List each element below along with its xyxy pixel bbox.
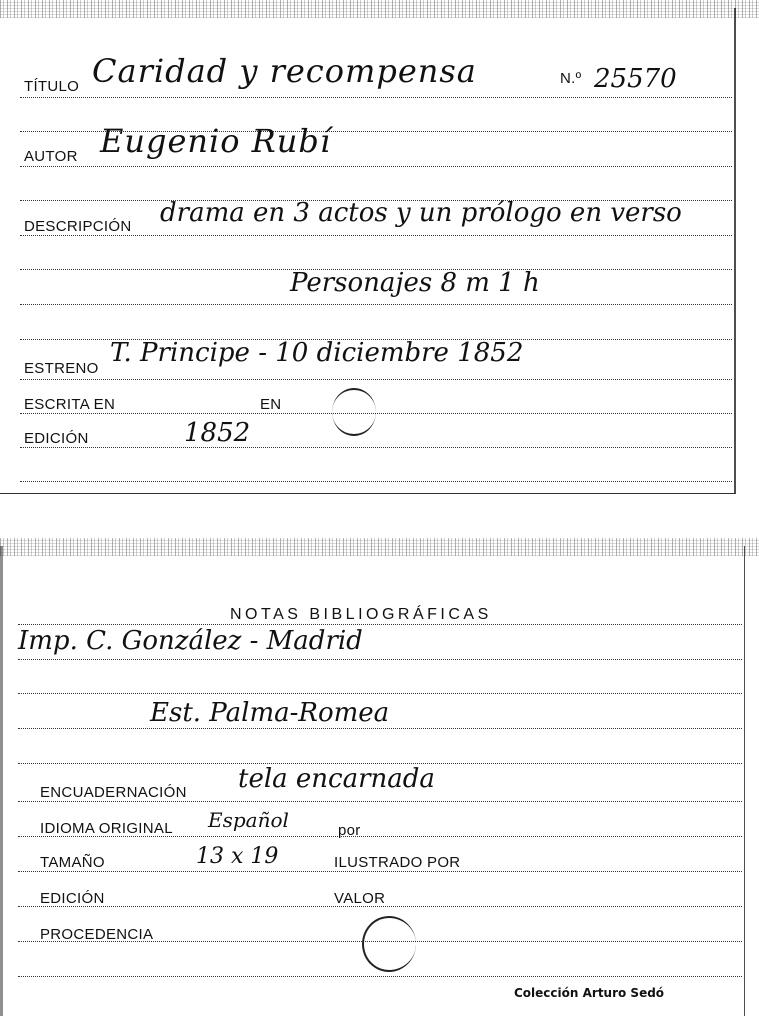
numero-value: 25570 <box>594 64 677 94</box>
nota-line-2: Est. Palma-Romea <box>150 698 390 728</box>
descripcion-value-2: Personajes 8 m 1 h <box>290 268 540 298</box>
escrita-en-label: ESCRITA EN <box>24 396 116 413</box>
scan-noise-top <box>0 538 759 556</box>
edicion-label: EDICIÓN <box>40 890 105 907</box>
rule-line <box>20 379 732 380</box>
catalog-card-front <box>0 0 759 495</box>
procedencia-label: PROCEDENCIA <box>40 926 154 943</box>
rule-line <box>20 166 732 167</box>
rule-line <box>18 624 742 625</box>
encuadernacion-label: ENCUADERNACIÓN <box>40 784 187 801</box>
titulo-value: Caridad y recompensa <box>92 52 477 90</box>
edicion-label: EDICIÓN <box>24 430 89 447</box>
valor-label: VALOR <box>334 890 386 907</box>
rule-line <box>18 728 742 729</box>
tamano-label: TAMAÑO <box>40 854 105 871</box>
rule-line <box>18 693 742 694</box>
catalog-card-back <box>0 538 759 1028</box>
rule-line <box>18 871 742 872</box>
por-label: por <box>338 822 361 839</box>
ink-stamp <box>362 916 416 972</box>
card-bottom-edge <box>0 493 736 494</box>
rule-line <box>18 976 742 977</box>
idioma-original-label: IDIOMA ORIGINAL <box>40 820 173 837</box>
coleccion-label: Colección Arturo Sedó <box>514 986 665 1000</box>
descripcion-value: drama en 3 actos y un prólogo en verso <box>160 198 682 228</box>
ilustrado-por-label: ILUSTRADO POR <box>334 854 461 871</box>
card-right-edge <box>734 8 736 494</box>
rule-line <box>20 413 732 414</box>
autor-label: AUTOR <box>24 148 78 165</box>
idioma-value: Español <box>208 808 289 832</box>
ink-stamp <box>332 388 376 436</box>
scan-noise-top <box>0 0 759 18</box>
rule-line <box>20 447 732 448</box>
numero-label: N.º <box>560 70 582 87</box>
notas-bibliograficas-title: NOTAS BIBLIOGRÁFICAS <box>230 606 492 623</box>
rule-line <box>20 304 732 305</box>
tamano-value: 13 x 19 <box>196 844 279 869</box>
rule-line <box>18 659 742 660</box>
edicion-value: 1852 <box>184 418 251 448</box>
autor-value: Eugenio Rubí <box>100 122 332 160</box>
card-right-edge <box>744 546 745 1016</box>
nota-line-1: Imp. C. González - Madrid <box>18 626 363 656</box>
card-left-edge <box>0 546 3 1016</box>
estreno-value: T. Principe - 10 diciembre 1852 <box>110 338 524 368</box>
en-label: EN <box>260 396 282 413</box>
titulo-label: TÍTULO <box>24 78 80 95</box>
rule-line <box>20 97 732 98</box>
encuadernacion-value: tela encarnada <box>238 764 435 794</box>
descripcion-label: DESCRIPCIÓN <box>24 218 132 235</box>
rule-line <box>20 481 732 482</box>
rule-line <box>20 235 732 236</box>
estreno-label: ESTRENO <box>24 360 99 377</box>
rule-line <box>18 801 742 802</box>
